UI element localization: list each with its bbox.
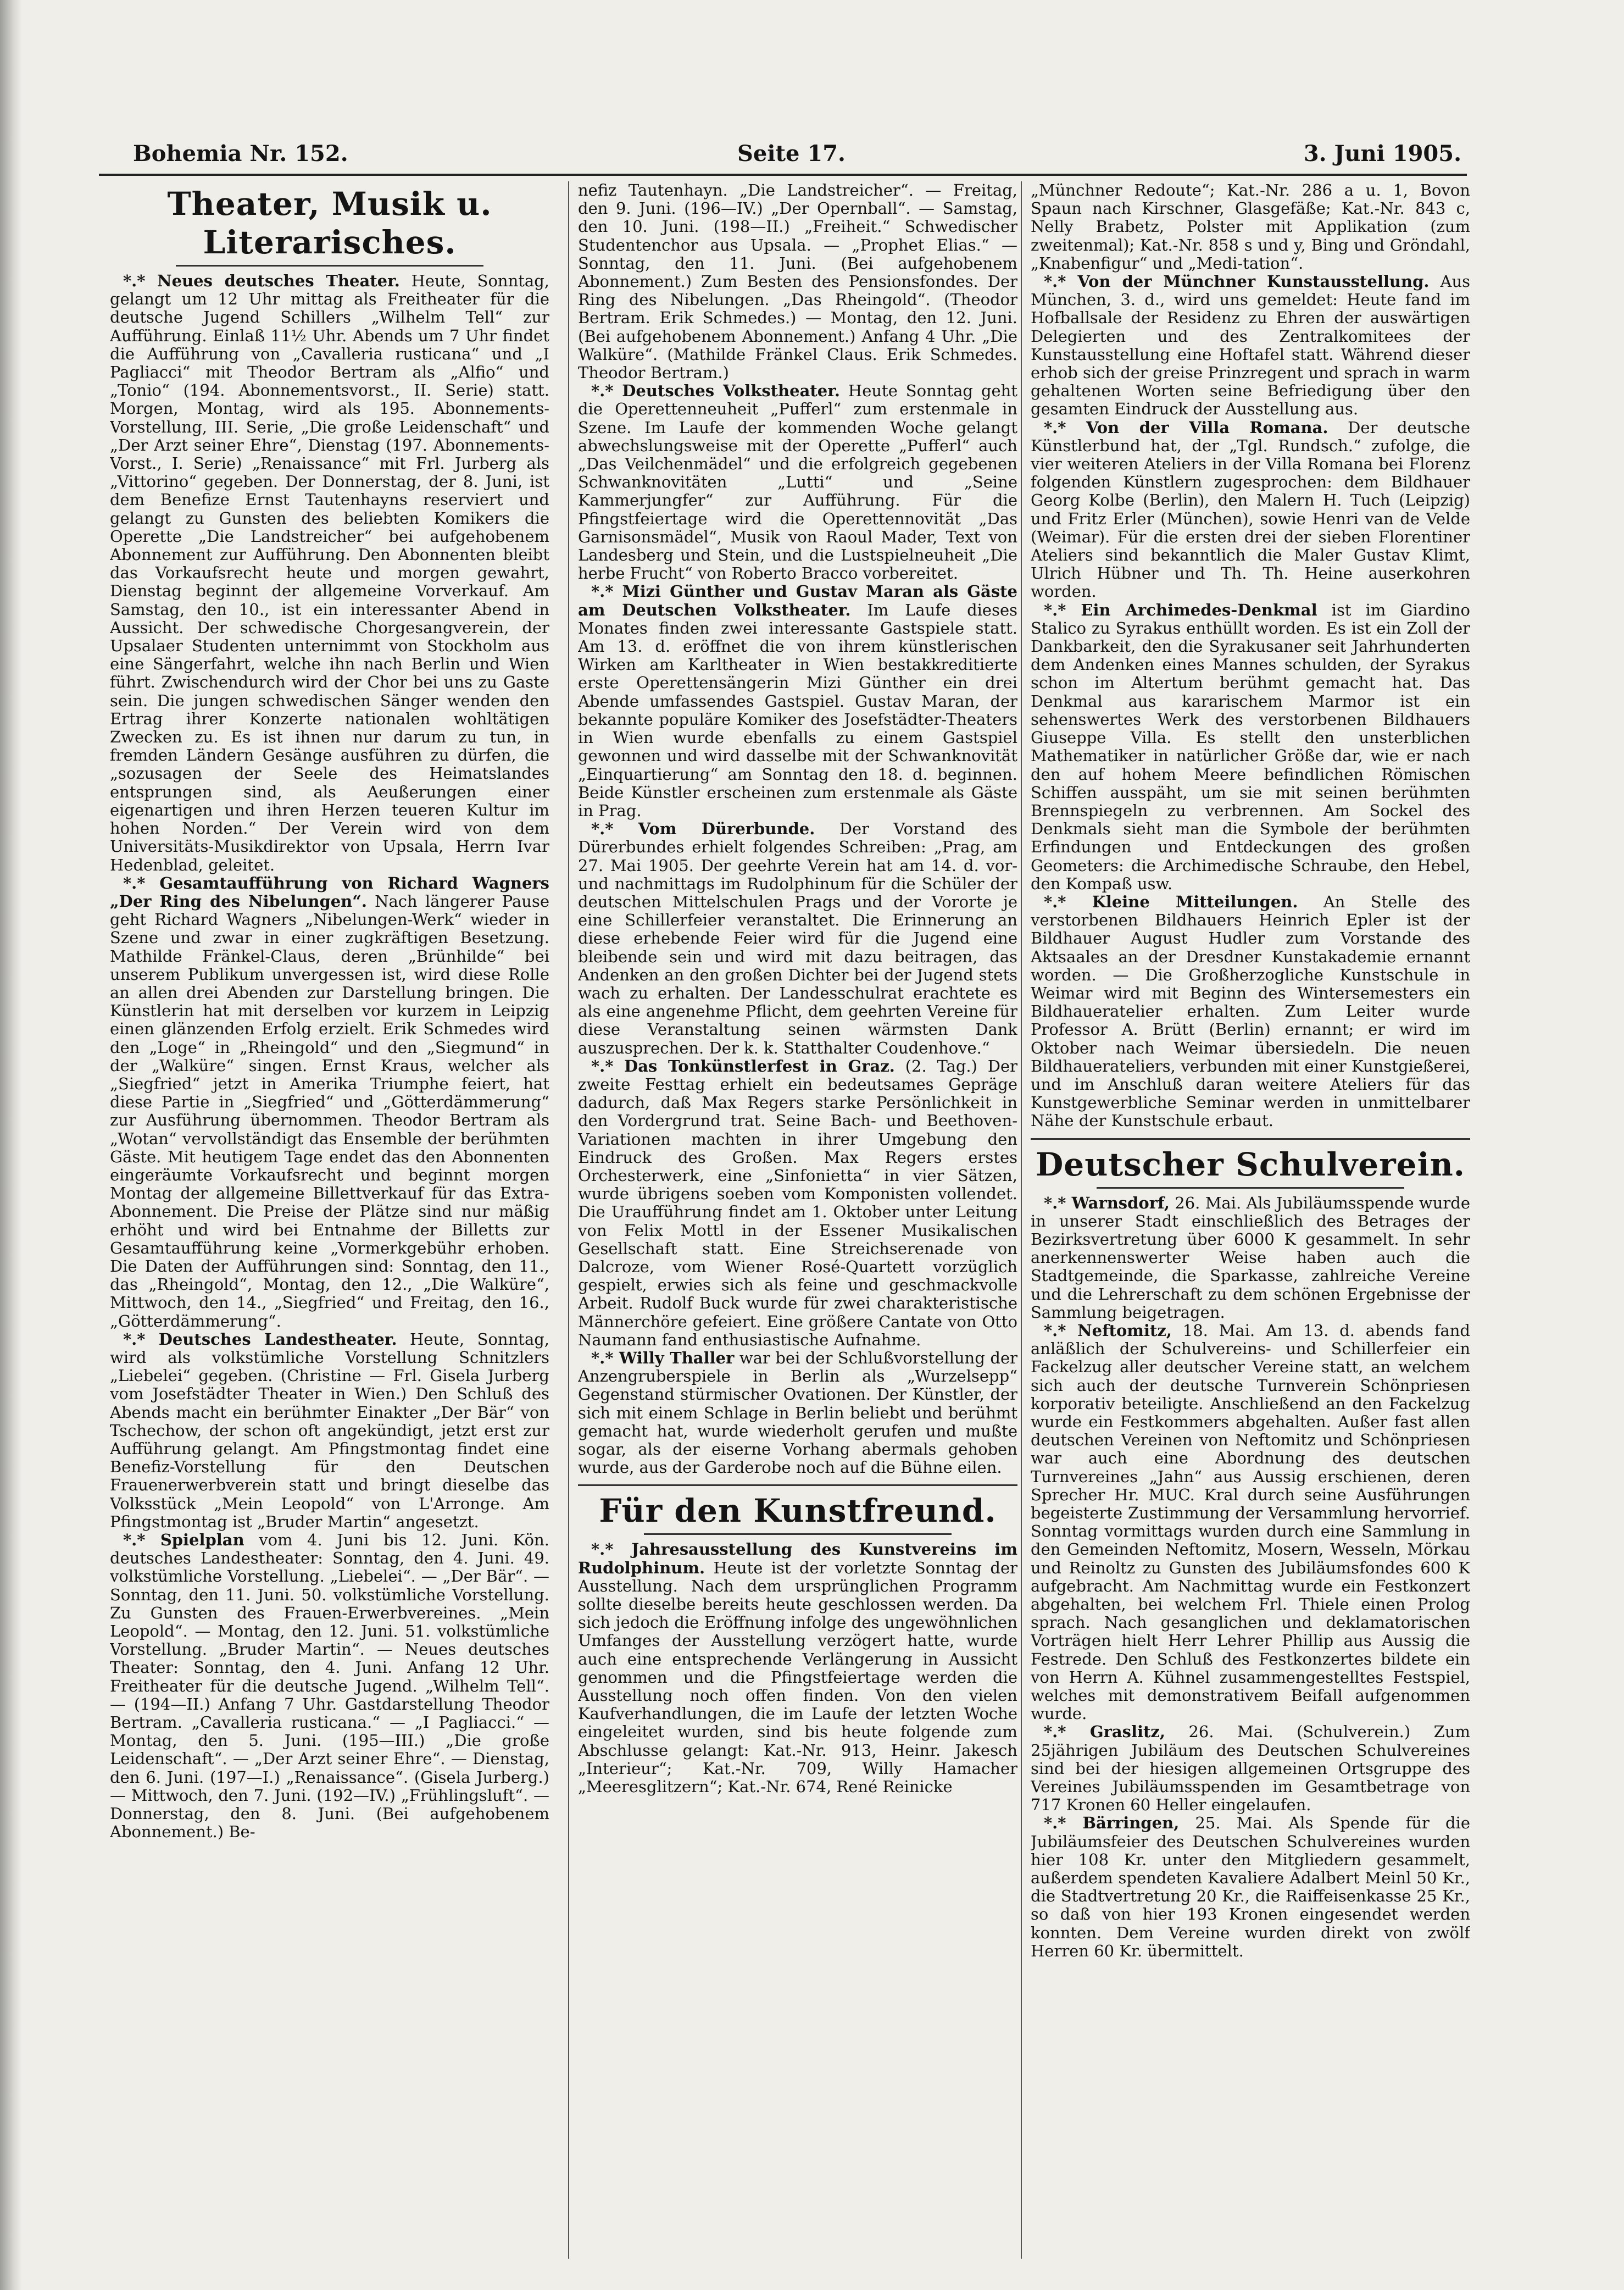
- article-body: 26. Mai. Als Jubiläumsspende wurde in unserer Stadt einschließlich des Betrages der Bezirksvertretung über 6000 K gesammelt. In sehr anerkennenswerter Weise haben auch die Stadtgemeinde, die Sparkasse, zahlreiche Vereine und die Lehrerschaft zu dem schönen Ergebnisse der Sammlung beigetragen.: [1031, 1193, 1470, 1322]
- article-heading: Von der Münchner Kunstausstellung.: [1077, 272, 1430, 291]
- article-heading: Gesamtaufführung von Richard Wagners „Der Ring des Nibelungen“.: [110, 873, 549, 911]
- article-body: Heute, Sonntag, wird als volkstümliche Vorstellung Schnitzlers „Liebelei“ gegeben. (Christine — Frl. Gisela Jurberg vom Josefstädter Theater in Wien.) Den Schluß des Abends macht ein berühmter Einakter „Der Bär“ von Tschechow, der schon oft angekündigt, jetzt erst zur Aufführung gelangt. Am Pfingstmontag findet eine Benefiz-Vorstellung für den Deutschen Frauenerwerbverein statt und bringt dieselbe das Volksstück „Mein Leopold“ von L'Arronge. Am Pfingstmontag ist „Bruder Martin“ angesetzt.: [110, 1329, 549, 1531]
- article-graslitz: *.* Graslitz, 26. Mai. (Schulverein.) Zum 25jährigen Jubiläum des Deutschen Schulvereines sind bei der hiesigen allgemeinen Ortsgruppe des Vereines Jubiläumsspenden im Gesamtbetrage von 717 Kronen 60 Heller eingelaufen.: [1031, 1722, 1470, 1815]
- article-villa-romana: *.* Von der Villa Romana. Der deutsche Künstlerbund hat, der „Tgl. Rundsch.“ zufolge, die vier weiteren Ateliers in der Villa Romana bei Florenz folgenden Künstlern zugesprochen: dem Bildhauer Georg Kolbe (Berlin), den Malern H. Tuch (Leipzig) und Fritz Erler (München), sowie Henri van de Velde (Weimar). Für die ersten drei der sieben Florentiner Ateliers sind bekanntlich die Maler Gustav Klimt, Ulrich Hübner und Th. Th. Heine auserkohren worden.: [1031, 418, 1470, 601]
- article-body: Der deutsche Künstlerbund hat, der „Tgl. Rundsch.“ zufolge, die vier weiteren Ateliers in der Villa Romana bei Florenz folgenden Künstlern zugesprochen: dem Bildhauer Georg Kolbe (Berlin), den Malern H. Tuch (Leipzig) und Fritz Erler (München), sowie Henri van de Velde (Weimar). Für die ersten drei der sieben Florentiner Ateliers sind bekanntlich die Maler Gustav Klimt, Ulrich Hübner und Th. Th. Heine auserkohren worden.: [1031, 418, 1470, 601]
- article-body: 18. Mai. Am 13. d. abends fand anläßlich der Schulvereins- und Schillerfeier ein Fackelzug aller deutscher Vereine statt, an welchem sich auch der deutsche Turnverein Schönpriesen korporativ beteiligte. Anschließend an den Fackelzug wurde ein Festkommers abgehalten. Außer fast allen deutschen Vereinen von Neftomitz und Schönpriesen war auch eine Abordnung des deutschen Turnvereines „Jahn“ aus Aussig erschienen, deren Sprecher Hr. MUC. Kral durch seine Ausführungen begeisterte Zustimmung der Versammlung hervorrief. Sonntag vormittags wurden durch eine Sammlung in den Gemeinden Neftomitz, Mosern, Wesseln, Mörkau und Reinoltz zu Gunsten des Jubiläumsfondes 600 K aufgebracht. Am Nachmittag wurde ein Festkonzert abgehalten, bei welchem Frl. Thiele einen Prolog sprach. Nach gesanglichen und deklamatorischen Vorträgen hielt Herr Lehrer Phillip aus Aussig die Festrede. Den Schluß des Festkonzertes bildete ein von Herrn A. Kühnel zusammengestelltes Festspiel, welches mit demonstrativem Beifall aufgenommen wurde.: [1031, 1321, 1470, 1723]
- article-body: war bei der Schlußvorstellung der Anzengruberspiele in Berlin als „Wurzelsepp“ Gegenstand stürmischer Ovationen. Der Künstler, der sich mit einem Schlage in Berlin beliebt und berühmt gemacht hat, wurde wiederholt gerufen und mußte sogar, als der eiserne Vorhang abermals gehoben wurde, aus der Garderobe noch auf die Bühne eilen.: [578, 1349, 1017, 1477]
- article-heading: Jahresausstellung des Kunstvereins im Rudolphinum.: [578, 1540, 1017, 1577]
- article-ring-des-nibelungen: *.* Gesamtaufführung von Richard Wagners „Der Ring des Nibelungen“. Nach längerer Pause geht Richard Wagners „Nibelungen-Werk“ wieder in Szene und zwar in einer zugkräftigen Besetzung. Mathilde Fränkel-Claus, deren „Brünhilde“ bei unserem Publikum unvergessen ist, wird diese Rolle an allen drei Abenden zur Darstellung bringen. Die Künstlerin hat mit derselben vor kurzem in Leipzig einen glänzenden Erfolg erzielt. Erik Schmedes wird den „Loge“ in „Rheingold“ und den „Siegmund“ in der „Walküre“ singen. Ernst Kraus, welcher als „Siegfried“ jetzt in Amerika Triumphe feiert, hat diese Partie in „Siegfried“ und „Götterdämmerung“ zur Ausführung übernommen. Theodor Bertram als „Wotan“ vervollständigt das Ensemble der berühmten Gäste. Mit heutigem Tage endet das den Abonnenten eingeräumte Vorkaufsrecht und beginnt morgen Montag der allgemeine Billettverkauf für das Extra-Abonnement. Die Preise der Plätze sind nur mäßig erhöht und wird bei Entnahme der Billetts zur Gesamtaufführung keine „Vormerkgebühr erhoben. Die Daten der Aufführungen sind: Sonntag, den 11., das „Rheingold“, Montag, den 12., „Die Walküre“, Mittwoch, den 14., „Siegfried“ und Freitag, den 16., „Götterdämmerung“.: [110, 873, 549, 1330]
- article-body: ist im Giardino Stalico zu Syrakus enthüllt worden. Es ist ein Zoll der Dankbarkeit, den die Syrakusaner seit Jahrhunderten dem Andenken eines Mannes schulden, der Syrakus schon im Altertum berühmt gemacht hat. Das Denkmal aus kararischem Marmor ist ein sehenswertes Werk des verstorbenen Bildhauers Giuseppe Villa. Es stellt den unsterblichen Mathematiker in natürlicher Größe dar, wie er nach den auf hohem Meere befindlichen Römischen Schiffen ausspäht, um sie mit seinen berühmten Brennspiegeln zu verbrennen. Am Sockel des Denkmals sieht man die Symbole der berühmten Erfindungen und Entdeckungen des großen Geometers: die Archimedische Schraube, den Hebel, den Kompaß usw.: [1031, 600, 1470, 893]
- article-body: vom 4. Juni bis 12. Juni. Kön. deutsches Landestheater: Sonntag, den 4. Juni. 49. volkstümliche Vorstellung. „Liebelei“. — „Der Bär“. — Sonntag, den 11. Juni. 50. volkstümliche Vorstellung. Zu Gunsten des Frauen-Erwerbvereines. „Mein Leopold“. — Montag, den 12. Juni. 51. volkstümliche Vorstellung. „Bruder Martin“. — Neues deutsches Theater: Sonntag, den 4. Juni. Anfang 12 Uhr. Freitheater für die deutsche Jugend. „Wilhelm Tell“. — (194—II.) Anfang 7 Uhr. Gastdarstellung Theodor Bertram. „Cavalleria rusticana.“ — „I Pagliacci.“ — Montag, den 5. Juni. (195—III.) „Die große Leidenschaft“. — „Der Arzt seiner Ehre“. — Dienstag, den 6. Juni. (197—I.) „Renaissance“. (Gisela Jurberg.) — Mittwoch, den 7. Juni. (192—IV.) „Frühlingsluft“. — Donnerstag, den 8. Juni. (Bei aufgehobenem Abonnement.) Be-: [110, 1531, 549, 1842]
- article-heading: Neftomitz,: [1077, 1321, 1172, 1340]
- article-heading: Von der Villa Romana.: [1086, 418, 1328, 437]
- header-rule: [99, 174, 1467, 176]
- page-edge-shadow: [0, 0, 22, 2290]
- article-body: 25. Mai. Als Spende für die Jubiläumsfeier des Deutschen Schulvereines wurden hier 108 Kr. unter den Mitgliedern gesammelt, außerdem spendeten Kavaliere Adalbert Meinl 50 Kr., die Stadtvertretung 20 Kr., die Raiffeisenkasse 25 Kr., so daß von hier 193 Kronen eingesendet werden konnten. Dem Vereine wurden direkt von zwölf Herren 60 Kr. übermittelt.: [1031, 1814, 1470, 1960]
- section-title-schulverein: Deutscher Schulverein.: [1036, 1145, 1465, 1183]
- article-body: Heute ist der vorletzte Sonntag der Ausstellung. Nach dem ursprünglichen Programm sollte dieselbe bereits heute geschlossen werden. Da sich jedoch die Eröffnung infolge des ungewöhnlichen Umfanges der Ausstellung verzögert hatte, wurde auch eine entsprechende Verlängerung in Aussicht genommen und die Pfingstfeiertage werden die Ausstellung noch offen finden. Von den vielen Kaufverhandlungen, die im Laufe der letzten Woche eingeleitet wurden, sind bis heute folgende zum Abschlusse gelangt: Kat.-Nr. 913, Heinr. Jakesch „Interieur“; Kat.-Nr. 709, Willy Hamacher „Meeresglitzern“; Kat.-Nr. 674, René Reinicke: [578, 1558, 1017, 1796]
- column-rule-1: [568, 181, 569, 2259]
- section-divider: [578, 1484, 1017, 1486]
- article-archimedes-denkmal: *.* Ein Archimedes-Denkmal ist im Giardino Stalico zu Syrakus enthüllt worden. Es ist ein Zoll der Dankbarkeit, den die Syrakusaner seit Jahrhunderten dem Andenken eines Mannes schulden, der Syrakus schon im Altertum berühmt gemacht hat. Das Denkmal aus kararischem Marmor ist ein sehenswertes Werk des verstorbenen Bildhauers Giuseppe Villa. Es stellt den unsterblichen Mathematiker in natürlicher Größe dar, wie er nach den auf hohem Meere befindlichen Römischen Schiffen ausspäht, um sie mit seinen berühmten Brennspiegeln zu verbrennen. Am Sockel des Denkmals sieht man die Symbole der berühmten Erfindungen und Entdeckungen des großen Geometers: die Archimedische Schraube, den Hebel, den Kompaß usw.: [1031, 600, 1470, 893]
- article-tonkuenstlerfest: *.* Das Tonkünstlerfest in Graz. (2. Tag.) Der zweite Festtag erhielt ein bedeutsames Gepräge dadurch, daß Max Regers starke Persönlichkeit in den Vordergrund trat. Seine Bach- und Beethoven-Variationen machten in ihrer Umgebung den Eindruck des Großen. Max Regers erstes Orchesterwerk, eine „Sinfonietta“ in vier Sätzen, wurde übrigens soeben vom Komponisten vollendet. Die Uraufführung findet am 1. Oktober unter Leitung von Felix Mottl in der Essener Musikalischen Gesellschaft statt. Eine Streichserenade von Dalcroze, vom Wiener Rosé-Quartett vorzüglich gespielt, erwies sich als feine und geschmackvolle Arbeit. Rudolf Buck wurde für zwei charakteristische Männerchöre gefeiert. Eine größere Cantate von Otto Naumann fand enthusiastische Aufnahme.: [578, 1056, 1017, 1349]
- article-body: 26. Mai. (Schulverein.) Zum 25jährigen Jubiläum des Deutschen Schulvereines sind bei der hiesigen allgemeinen Ortsgruppe des Vereines Jubiläumsspenden im Gesamtbetrage von 717 Kronen 60 Heller eingelaufen.: [1031, 1722, 1470, 1815]
- article-jahresausstellung-continued: [1031, 181, 1470, 273]
- article-willy-thaller: *.* Willy Thaller war bei der Schlußvorstellung der Anzengruberspiele in Berlin als „Wurzelsepp“ Gegenstand stürmischer Ovationen. Der Künstler, der sich mit einem Schlage in Berlin beliebt und berühmt gemacht hat, wurde wiederholt gerufen und mußte sogar, als der eiserne Vorhang abermals gehoben wurde, aus der Garderobe noch auf die Bühne eilen.: [578, 1349, 1017, 1477]
- article-heading: Mizi Günther und Gustav Maran als Gäste am Deutschen Volkstheater.: [578, 582, 1017, 619]
- article-heading: Willy Thaller: [619, 1349, 735, 1367]
- article-neues-deutsches-theater: *.* Neues deutsches Theater. Heute, Sonntag, gelangt um 12 Uhr mittag als Freitheater für die deutsche Jugend Schillers „Wilhelm Tell“ zur Aufführung. Einlaß 11½ Uhr. Abends um 7 Uhr findet die Aufführung von „Cavalleria rusticana“ und „I Pagliacci“ mit Theodor Bertram als „Alfio“ und „Tonio“ (194. Abonnementsvorst., II. Serie) statt. Morgen, Montag, wird als 195. Abonnements-Vorstellung, III. Serie, „Die große Leidenschaft“ und „Der Arzt seiner Ehre“, Dienstag (197. Abonnements-Vorst., I. Serie) „Renaissance“ mit Frl. Jurberg als „Vittorino“ gegeben. Der Donnerstag, der 8. Juni, ist dem Benefize Ernst Tautenhayns reserviert und gelangt zu Gunsten des beliebten Komikers die Operette „Die Landstreicher“ bei aufgehobenem Abonnement zur Aufführung. Den Abonnenten bleibt das Vorkaufsrecht heute und morgen gewahrt, Dienstag beginnt der allgemeine Vorverkauf. Am Samstag, den 10., ist ein interessanter Abend in Aussicht. Der schwedische Chorgesangverein, der Upsalaer Studenten unternimmt von Stockholm aus eine Sängerfahrt, welche ihn nach Berlin und Wien führt. Zwischendurch wird der Chor bei uns zu Gaste sein. Die jungen schwedischen Sänger wenden den Ertrag ihrer Konzerte nationalen wohltätigen Zwecken zu. Es ist ihnen nur darum zu tun, in fremden Ländern Gesänge ausführen zu dürfen, die „sozusagen der Seele des Heimatslandes entsprungen sind, als Aeußerungen einer eigenartigen und ihren Herzen teueren Kultur im hohen Norden.“ Der Verein wird von dem Universitäts-Musikdirektor von Upsala, Herrn Ivar Hedenblad, geleitet.: [110, 271, 549, 874]
- article-guenther-maran: *.* Mizi Günther und Gustav Maran als Gäste am Deutschen Volkstheater. Im Laufe dieses Monates finden zwei interessante Gastspiele statt. Am 13. d. eröffnet die von ihrem künstlerischen Wirken am Karltheater in Wien bestakkreditierte erste Operettensängerin Mizi Günther ein drei Abende umfassendes Gastspiel. Gustav Maran, der bekannte populäre Komiker des Josefstädter-Theaters in Wien wurde ebenfalls zu einem Gastspiel gewonnen und wird dasselbe mit der Schwanknovität „Einquartierung“ am Sonntag den 18. d. beginnen. Beide Künstler erscheinen zum erstenmale als Gäste in Prag.: [578, 582, 1017, 820]
- article-body: Heute Sonntag geht die Operettenneuheit „Pufferl“ zum erstenmale in Szene. Im Laufe der kommenden Woche gelangt abwechslungsweise mit der Operette „Pufferl“ auch „Das Veilchenmädel“ und die erfolgreich gegebenen Schwanknovitäten „Lutti“ und „Seine Kammerjungfer“ zur Aufführung. Für die Pfingstfeiertage wird die Operettennovität „Das Garnisonsmädel“, Musik von Raoul Mader, Text von Landesberg und Stein, und die Lustspielneuheit „Die herbe Frucht“ von Roberto Bracco vorbereitet.: [578, 381, 1017, 583]
- article-heading: Kleine Mitteilungen.: [1092, 892, 1298, 911]
- section-rule: [1097, 1187, 1404, 1189]
- article-warnsdorf: *.* Warnsdorf, 26. Mai. Als Jubiläumsspende wurde in unserer Stadt einschließlich des Betrages der Bezirksvertretung über 6000 K gesammelt. In sehr anerkennenswerter Weise haben auch die Stadtgemeinde, die Sparkasse, zahlreiche Vereine und die Lehrerschaft zu dem schönen Ergebnisse der Sammlung beigetragen.: [1031, 1193, 1470, 1322]
- article-spielplan-continued: [578, 181, 1017, 382]
- article-spielplan: *.* Spielplan vom 4. Juni bis 12. Juni. Kön. deutsches Landestheater: Sonntag, den 4. Juni. 49. volkstümliche Vorstellung. „Liebelei“. — „Der Bär“. — Sonntag, den 11. Juni. 50. volkstümliche Vorstellung. Zu Gunsten des Frauen-Erwerbvereines. „Mein Leopold“. — Montag, den 12. Juni. 51. volkstümliche Vorstellung. „Bruder Martin“. — Neues deutsches Theater: Sonntag, den 4. Juni. Anfang 12 Uhr. Freitheater für die deutsche Jugend. „Wilhelm Tell“. — (194—II.) Anfang 7 Uhr. Gastdarstellung Theodor Bertram. „Cavalleria rusticana.“ — „I Pagliacci.“ — Montag, den 5. Juni. (195—III.) „Die große Leidenschaft“. — „Der Arzt seiner Ehre“. — Dienstag, den 6. Juni. (197—I.) „Renaissance“. (Gisela Jurberg.) — Mittwoch, den 7. Juni. (192—IV.) „Frühlingsluft“. — Donnerstag, den 8. Juni. (Bei aufgehobenem Abonnement.) Be-: [110, 1531, 549, 1842]
- header-issue: Bohemia Nr. 152.: [133, 141, 348, 167]
- article-heading: Deutsches Landestheater.: [158, 1329, 397, 1349]
- header-date: 3. Juni 1905.: [1303, 141, 1461, 167]
- page-header: [133, 141, 1461, 171]
- article-body: nefiz Tautenhayn. „Die Landstreicher“. — Freitag, den 9. Juni. (196—IV.) „Der Opernball“. — Samstag, den 10. Juni. (198—II.) „Freiheit.“ Schwedischer Studentenchor aus Upsala. — „Prophet Elias.“ — Sonntag, den 11. Juni. (Bei aufgehobenem Abonnement.) Zum Besten des Pensionsfondes. Der Ring des Nibelungen. „Das Rheingold“. (Theodor Bertram. Erik Schmedes.) — Montag, den 12. Juni. (Bei aufgehobenem Abonnement.) Anfang 4 Uhr. „Die Walküre“. (Mathilde Fränkel Claus. Erik Schmedes. Theodor Bertram.): [578, 181, 1017, 382]
- article-body: Heute, Sonntag, gelangt um 12 Uhr mittag als Freitheater für die deutsche Jugend Schillers „Wilhelm Tell“ zur Aufführung. Einlaß 11½ Uhr. Abends um 7 Uhr findet die Aufführung von „Cavalleria rusticana“ und „I Pagliacci“ mit Theodor Bertram als „Alfio“ und „Tonio“ (194. Abonnementsvorst., II. Serie) statt. Morgen, Montag, wird als 195. Abonnements-Vorstellung, III. Serie, „Die große Leidenschaft“ und „Der Arzt seiner Ehre“, Dienstag (197. Abonnements-Vorst., I. Serie) „Renaissance“ mit Frl. Jurberg als „Vittorino“ gegeben. Der Donnerstag, der 8. Juni, ist dem Benefize Ernst Tautenhayns reserviert und gelangt zu Gunsten des beliebten Komikers die Operette „Die Landstreicher“ bei aufgehobenem Abonnement zur Aufführung. Den Abonnenten bleibt das Vorkaufsrecht heute und morgen gewahrt, Dienstag beginnt der allgemeine Vorverkauf. Am Samstag, den 10., ist ein interessanter Abend in Aussicht. Der schwedische Chorgesangverein, der Upsalaer Studenten unternimmt von Stockholm aus eine Sängerfahrt, welche ihn nach Berlin und Wien führt. Zwischendurch wird der Chor bei uns zu Gaste sein. Die jungen schwedischen Sänger wenden den Ertrag ihrer Konzerte nationalen wohltätigen Zwecken zu. Es ist ihnen nur darum zu tun, in fremden Ländern Gesänge ausführen zu dürfen, die „sozusagen der Seele des Heimatslandes entsprungen sind, als Aeußerungen einer eigenartigen und ihren Herzen teueren Kultur im hohen Norden.“ Der Verein wird von dem Universitäts-Musikdirektor von Upsala, Herrn Ivar Hedenblad, geleitet.: [110, 271, 549, 874]
- section-title-theater: Theater, Musik u. Literarisches.: [167, 185, 492, 261]
- article-body: Nach längerer Pause geht Richard Wagners „Nibelungen-Werk“ wieder in Szene und zwar in einer zugkräftigen Besetzung. Mathilde Fränkel-Claus, deren „Brünhilde“ bei unserem Publikum unvergessen ist, wird diese Rolle an allen drei Abenden zur Darstellung bringen. Die Künstlerin hat mit derselben vor kurzem in Leipzig einen glänzenden Erfolg erzielt. Erik Schmedes wird den „Loge“ in „Rheingold“ und den „Siegmund“ in der „Walküre“ singen. Ernst Kraus, welcher als „Siegfried“ jetzt in Amerika Triumphe feiert, hat diese Partie in „Siegfried“ und „Götterdämmerung“ zur Ausführung übernommen. Theodor Bertram als „Wotan“ vervollständigt das Ensemble der berühmten Gäste. Mit heutigem Tage endet das den Abonnenten eingeräumte Vorkaufsrecht und beginnt morgen Montag der allgemeine Billettverkauf für das Extra-Abonnement. Die Preise der Plätze sind nur mäßig erhöht und wird bei Entnahme der Billetts zur Gesamtaufführung keine „Vormerkgebühr erhoben. Die Daten der Aufführungen sind: Sonntag, den 11., das „Rheingold“, Montag, den 12., „Die Walküre“, Mittwoch, den 14., „Siegfried“ und Freitag, den 16., „Götterdämmerung“.: [110, 891, 549, 1330]
- section-divider: [1031, 1138, 1470, 1140]
- article-body: Der Vorstand des Dürerbundes erhielt folgendes Schreiben: „Prag, am 27. Mai 1905. Der geehrte Verein hat am 14. d. vor- und nachmittags im Rudolphinum für die Schüler der deutschen Mittelschulen Prags und der Vororte je eine Schillerfeier veranstaltet. Die Erinnerung an diese erhebende Feier wird für die Jugend eine bleibende sein und wird mit dazu beitragen, das Andenken an den großen Dichter bei der Jugend stets wach zu erhalten. Der Landesschulrat erachtete es als eine angenehme Pflicht, dem geehrten Vereine für diese Veranstaltung seinen wärmsten Dank auszusprechen. Der k. k. Statthalter Coudenhove.“: [578, 819, 1017, 1057]
- article-heading: Ein Archimedes-Denkmal: [1081, 600, 1317, 619]
- article-baerringen: *.* Bärringen, 25. Mai. Als Spende für die Jubiläumsfeier des Deutschen Schulvereines wurden hier 108 Kr. unter den Mitgliedern gesammelt, außerdem spendeten Kavaliere Adalbert Meinl 50 Kr., die Stadtvertretung 20 Kr., die Raiffeisenkasse 25 Kr., so daß von hier 193 Kronen eingesendet werden konnten. Dem Vereine wurden direkt von zwölf Herren 60 Kr. übermittelt.: [1031, 1814, 1470, 1960]
- article-body: Aus München, 3. d., wird uns gemeldet: Heute fand im Hofballsale der Residenz zu Ehren der auswärtigen Delegierten und des Zentralkomitees der Kunstausstellung eine Hoftafel statt. Während dieser erhob sich der greise Prinzregent und sprach in warm gehaltenen Worten seine Befriedigung über den gesamten Eindruck der Ausstellung aus.: [1031, 272, 1470, 419]
- article-body: (2. Tag.) Der zweite Festtag erhielt ein bedeutsames Gepräge dadurch, daß Max Regers starke Persönlichkeit in den Vordergrund trat. Seine Bach- und Beethoven-Variationen machten in ihrer Umgebung den Eindruck des Großen. Max Regers erstes Orchesterwerk, eine „Sinfonietta“ in vier Sätzen, wurde übrigens soeben vom Komponisten vollendet. Die Uraufführung findet am 1. Oktober unter Leitung von Felix Mottl in der Essener Musikalischen Gesellschaft statt. Eine Streichserenade von Dalcroze, vom Wiener Rosé-Quartett vorzüglich gespielt, erwies sich als feine und geschmackvolle Arbeit. Rudolf Buck wurde für zwei charakteristische Männerchöre gefeiert. Eine größere Cantate von Otto Naumann fand enthusiastische Aufnahme.: [578, 1056, 1017, 1349]
- article-heading: Graslitz,: [1089, 1722, 1165, 1742]
- article-jahresausstellung: *.* Jahresausstellung des Kunstvereins im Rudolphinum. Heute ist der vorletzte Sonntag der Ausstellung. Nach dem ursprünglichen Programm sollte dieselbe bereits heute geschlossen werden. Da sich jedoch die Eröffnung infolge des ungewöhnlichen Umfanges der Ausstellung verzögert hatte, wurde auch eine entsprechende Verlängerung in Aussicht genommen und die Pfingstfeiertage werden die Ausstellung noch offen finden. Von den vielen Kaufverhandlungen, die im Laufe der letzten Woche eingeleitet wurden, sind bis heute folgende zum Abschlusse gelangt: Kat.-Nr. 913, Heinr. Jakesch „Interieur“; Kat.-Nr. 709, Willy Hamacher „Meeresglitzern“; Kat.-Nr. 674, René Reinicke: [578, 1540, 1017, 1796]
- section-title-kunstfreund: Für den Kunstfreund.: [599, 1492, 997, 1530]
- article-body: „Münchner Redoute“; Kat.-Nr. 286 a u. 1, Bovon Spaun nach Kirschner, Glasgefäße; Kat.-Nr. 843 c, Nelly Brabetz, Polster mit Applikation (zum zweitenmal); Kat.-Nr. 858 s und y, Bing und Gröndahl, „Knabenfigur“ und „Medi-tation“.: [1031, 181, 1470, 273]
- article-body: Im Laufe dieses Monates finden zwei interessante Gastspiele statt. Am 13. d. eröffnet die von ihrem künstlerischen Wirken am Karltheater in Wien bestakkreditierte erste Operettensängerin Mizi Günther ein drei Abende umfassendes Gastspiel. Gustav Maran, der bekannte populäre Komiker des Josefstädter-Theaters in Wien wurde ebenfalls zu einem Gastspiel gewonnen und wird dasselbe mit der Schwanknovität „Einquartierung“ am Sonntag den 18. d. beginnen. Beide Künstler erscheinen zum erstenmale als Gäste in Prag.: [578, 600, 1017, 820]
- column-3: [1031, 181, 1470, 2264]
- article-muenchner-kunstausstellung: *.* Von der Münchner Kunstausstellung. Aus München, 3. d., wird uns gemeldet: Heute fand im Hofballsale der Residenz zu Ehren der auswärtigen Delegierten und des Zentralkomitees der Kunstausstellung eine Hoftafel statt. Während dieser erhob sich der greise Prinzregent und sprach in warm gehaltenen Worten seine Befriedigung über den gesamten Eindruck der Ausstellung aus.: [1031, 272, 1470, 419]
- article-heading: Warnsdorf,: [1071, 1193, 1170, 1212]
- article-heading: Vom Dürerbunde.: [638, 819, 815, 839]
- column-2: [578, 181, 1017, 2264]
- column-rule-2: [1021, 181, 1022, 2259]
- article-volkstheater: *.* Deutsches Volkstheater. Heute Sonntag geht die Operettenneuheit „Pufferl“ zum erstenmale in Szene. Im Laufe der kommenden Woche gelangt abwechslungsweise mit der Operette „Pufferl“ auch „Das Veilchenmädel“ und die erfolgreich gegebenen Schwanknovitäten „Lutti“ und „Seine Kammerjungfer“ zur Aufführung. Für die Pfingstfeiertage wird die Operettennovität „Das Garnisonsmädel“, Musik von Raoul Mader, Text von Landesberg und Stein, und die Lustspielneuheit „Die herbe Frucht“ von Roberto Bracco vorbereitet.: [578, 381, 1017, 583]
- article-kleine-mitteilungen: *.* Kleine Mitteilungen. An Stelle des verstorbenen Bildhauers Heinrich Epler ist der Bildhauer August Hudler zum Vorstande des Aktsaales an der Dresdner Kunstakademie ernannt worden. — Die Großherzogliche Kunstschule in Weimar wird mit Beginn des Wintersemesters ein Bildhaueratelier erhalten. Zum Leiter wurde Professor A. Brütt (Berlin) ernannt; er wird im Oktober nach Weimar übersiedeln. Die neuen Bildhauerateliers, verbunden mit einer Kunstgießerei, und im Anschluß daran weitere Ateliers für das Kunstgewerbliche Seminar werden in unmittelbarer Nähe der Kunstschule erbaut.: [1031, 892, 1470, 1130]
- header-page-number: Seite 17.: [737, 141, 846, 167]
- article-heading: Deutsches Volkstheater.: [622, 381, 840, 401]
- section-rule: [176, 265, 483, 267]
- article-heading: Spielplan: [160, 1531, 244, 1550]
- article-heading: Bärringen,: [1082, 1814, 1180, 1833]
- article-heading: Das Tonkünstlerfest in Graz.: [624, 1056, 895, 1075]
- article-duererbund: *.* Vom Dürerbunde. Der Vorstand des Dürerbundes erhielt folgendes Schreiben: „Prag, am 27. Mai 1905. Der geehrte Verein hat am 14. d. vor- und nachmittags im Rudolphinum für die Schüler der deutschen Mittelschulen Prags und der Vororte je eine Schillerfeier veranstaltet. Die Erinnerung an diese erhebende Feier wird für die Jugend eine bleibende sein und wird mit dazu beitragen, das Andenken an den großen Dichter bei der Jugend stets wach zu erhalten. Der Landesschulrat erachtete es als eine angenehme Pflicht, dem geehrten Vereine für diese Veranstaltung seinen wärmsten Dank auszusprechen. Der k. k. Statthalter Coudenhove.“: [578, 819, 1017, 1057]
- column-1: [110, 181, 549, 2264]
- article-neftomitz: *.* Neftomitz, 18. Mai. Am 13. d. abends fand anläßlich der Schulvereins- und Schillerfeier ein Fackelzug aller deutscher Vereine statt, an welchem sich auch der deutsche Turnverein Schönpriesen korporativ beteiligte. Anschließend an den Fackelzug wurde ein Festkommers abgehalten. Außer fast allen deutschen Vereinen von Neftomitz und Schönpriesen war auch eine Abordnung des deutschen Turnvereines „Jahn“ aus Aussig erschienen, deren Sprecher Hr. MUC. Kral durch seine Ausführungen begeisterte Zustimmung der Versammlung hervorrief. Sonntag vormittags wurden durch eine Sammlung in den Gemeinden Neftomitz, Mosern, Wesseln, Mörkau und Reinoltz zu Gunsten des Jubiläumsfondes 600 K aufgebracht. Am Nachmittag wurde ein Festkonzert abgehalten, bei welchem Frl. Thiele einen Prolog sprach. Nach gesanglichen und deklamatorischen Vorträgen hielt Herr Lehrer Phillip aus Aussig die Festrede. Den Schluß des Festkonzertes bildete ein von Herrn A. Kühnel zusammengestelltes Festspiel, welches mit demonstrativem Beifall aufgenommen wurde.: [1031, 1321, 1470, 1723]
- article-body: An Stelle des verstorbenen Bildhauers Heinrich Epler ist der Bildhauer August Hudler zum Vorstande des Aktsaales an der Dresdner Kunstakademie ernannt worden. — Die Großherzogliche Kunstschule in Weimar wird mit Beginn des Wintersemesters ein Bildhaueratelier erhalten. Zum Leiter wurde Professor A. Brütt (Berlin) ernannt; er wird im Oktober nach Weimar übersiedeln. Die neuen Bildhauerateliers, verbunden mit einer Kunstgießerei, und im Anschluß daran weitere Ateliers für das Kunstgewerbliche Seminar werden in unmittelbarer Nähe der Kunstschule erbaut.: [1031, 892, 1470, 1130]
- section-rule: [644, 1533, 952, 1535]
- article-heading: Neues deutsches Theater.: [157, 271, 400, 290]
- article-landestheater: *.* Deutsches Landestheater. Heute, Sonntag, wird als volkstümliche Vorstellung Schnitzlers „Liebelei“ gegeben. (Christine — Frl. Gisela Jurberg vom Josefstädter Theater in Wien.) Den Schluß des Abends macht ein berühmter Einakter „Der Bär“ von Tschechow, der schon oft angekündigt, jetzt erst zur Aufführung gelangt. Am Pfingstmontag findet eine Benefiz-Vorstellung für den Deutschen Frauenerwerbverein statt und bringt dieselbe das Volksstück „Mein Leopold“ von L'Arronge. Am Pfingstmontag ist „Bruder Martin“ angesetzt.: [110, 1329, 549, 1531]
